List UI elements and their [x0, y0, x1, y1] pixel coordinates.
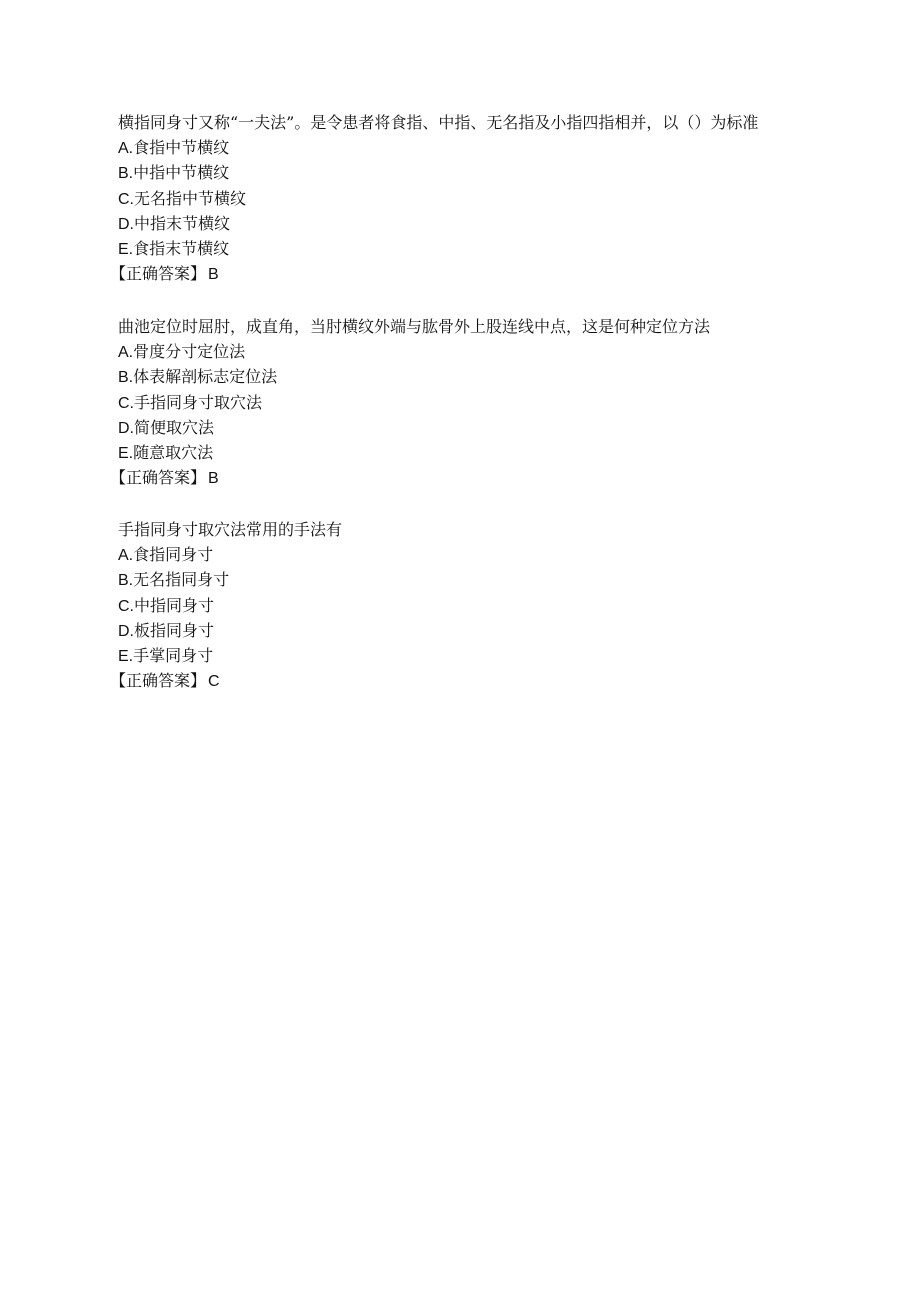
option-letter: A.	[118, 140, 134, 158]
option-d	[110, 415, 850, 440]
option-text: 手掌同身寸	[133, 645, 214, 665]
option-text: 无名指中节横纹	[134, 188, 247, 208]
option-letter: B.	[118, 165, 134, 183]
option-text: 中指末节横纹	[134, 213, 231, 233]
option-letter: C.	[118, 394, 134, 412]
option-c	[110, 390, 850, 415]
option-text: 无名指同身寸	[133, 570, 230, 590]
option-letter: B.	[118, 369, 134, 387]
option-letter: D.	[118, 215, 134, 233]
answer-label: 【正确答案】	[110, 468, 207, 488]
option-letter: E.	[118, 240, 134, 258]
option-e	[110, 643, 850, 668]
option-text: 简便取穴法	[134, 417, 215, 437]
option-text: 体表解剖标志定位法	[133, 367, 278, 387]
option-d	[110, 618, 850, 643]
correct-answer	[110, 261, 850, 286]
option-letter: E.	[118, 647, 134, 665]
option-b	[110, 567, 850, 592]
option-e	[110, 236, 850, 261]
question-stem: 横指同身寸又称“一夫法”。是令患者将食指、中指、无名指及小指四指相并，以（）为标准	[118, 113, 759, 132]
option-b	[110, 160, 850, 185]
answer-value: C	[208, 673, 220, 691]
option-letter: D.	[118, 622, 134, 640]
option-b	[110, 364, 850, 389]
option-c	[110, 186, 850, 211]
option-text: 中指同身寸	[134, 595, 215, 615]
question-stem: 手指同身寸取穴法常用的手法有	[118, 520, 343, 539]
option-text: 食指同身寸	[133, 545, 214, 565]
option-c	[110, 593, 850, 618]
question-1	[110, 110, 850, 286]
answer-label: 【正确答案】	[110, 671, 207, 691]
option-letter: D.	[118, 419, 134, 437]
option-letter: B.	[118, 572, 134, 590]
option-a	[110, 542, 850, 567]
option-a	[110, 339, 850, 364]
correct-answer	[110, 668, 850, 693]
option-letter: A.	[118, 344, 134, 362]
option-text: 手指同身寸取穴法	[134, 392, 263, 412]
question-2	[110, 314, 850, 490]
option-e	[110, 440, 850, 465]
question-3	[110, 517, 850, 693]
answer-label: 【正确答案】	[110, 264, 207, 284]
option-letter: C.	[118, 597, 134, 615]
option-d	[110, 211, 850, 236]
option-text: 食指末节横纹	[133, 238, 230, 258]
correct-answer	[110, 465, 850, 490]
answer-value: B	[208, 470, 219, 488]
option-text: 食指中节横纹	[133, 138, 230, 158]
option-letter: C.	[118, 190, 134, 208]
option-text: 板指同身寸	[134, 620, 215, 640]
option-text: 中指中节横纹	[133, 163, 230, 183]
option-letter: E.	[118, 444, 134, 462]
option-text: 随意取穴法	[133, 442, 214, 462]
option-a	[110, 135, 850, 160]
answer-value: B	[208, 266, 219, 284]
question-stem: 曲池定位时屈肘，成直角，当肘横纹外端与肱骨外上股连线中点，这是何种定位方法	[118, 317, 711, 336]
option-letter: A.	[118, 547, 134, 565]
option-text: 骨度分寸定位法	[133, 342, 246, 362]
